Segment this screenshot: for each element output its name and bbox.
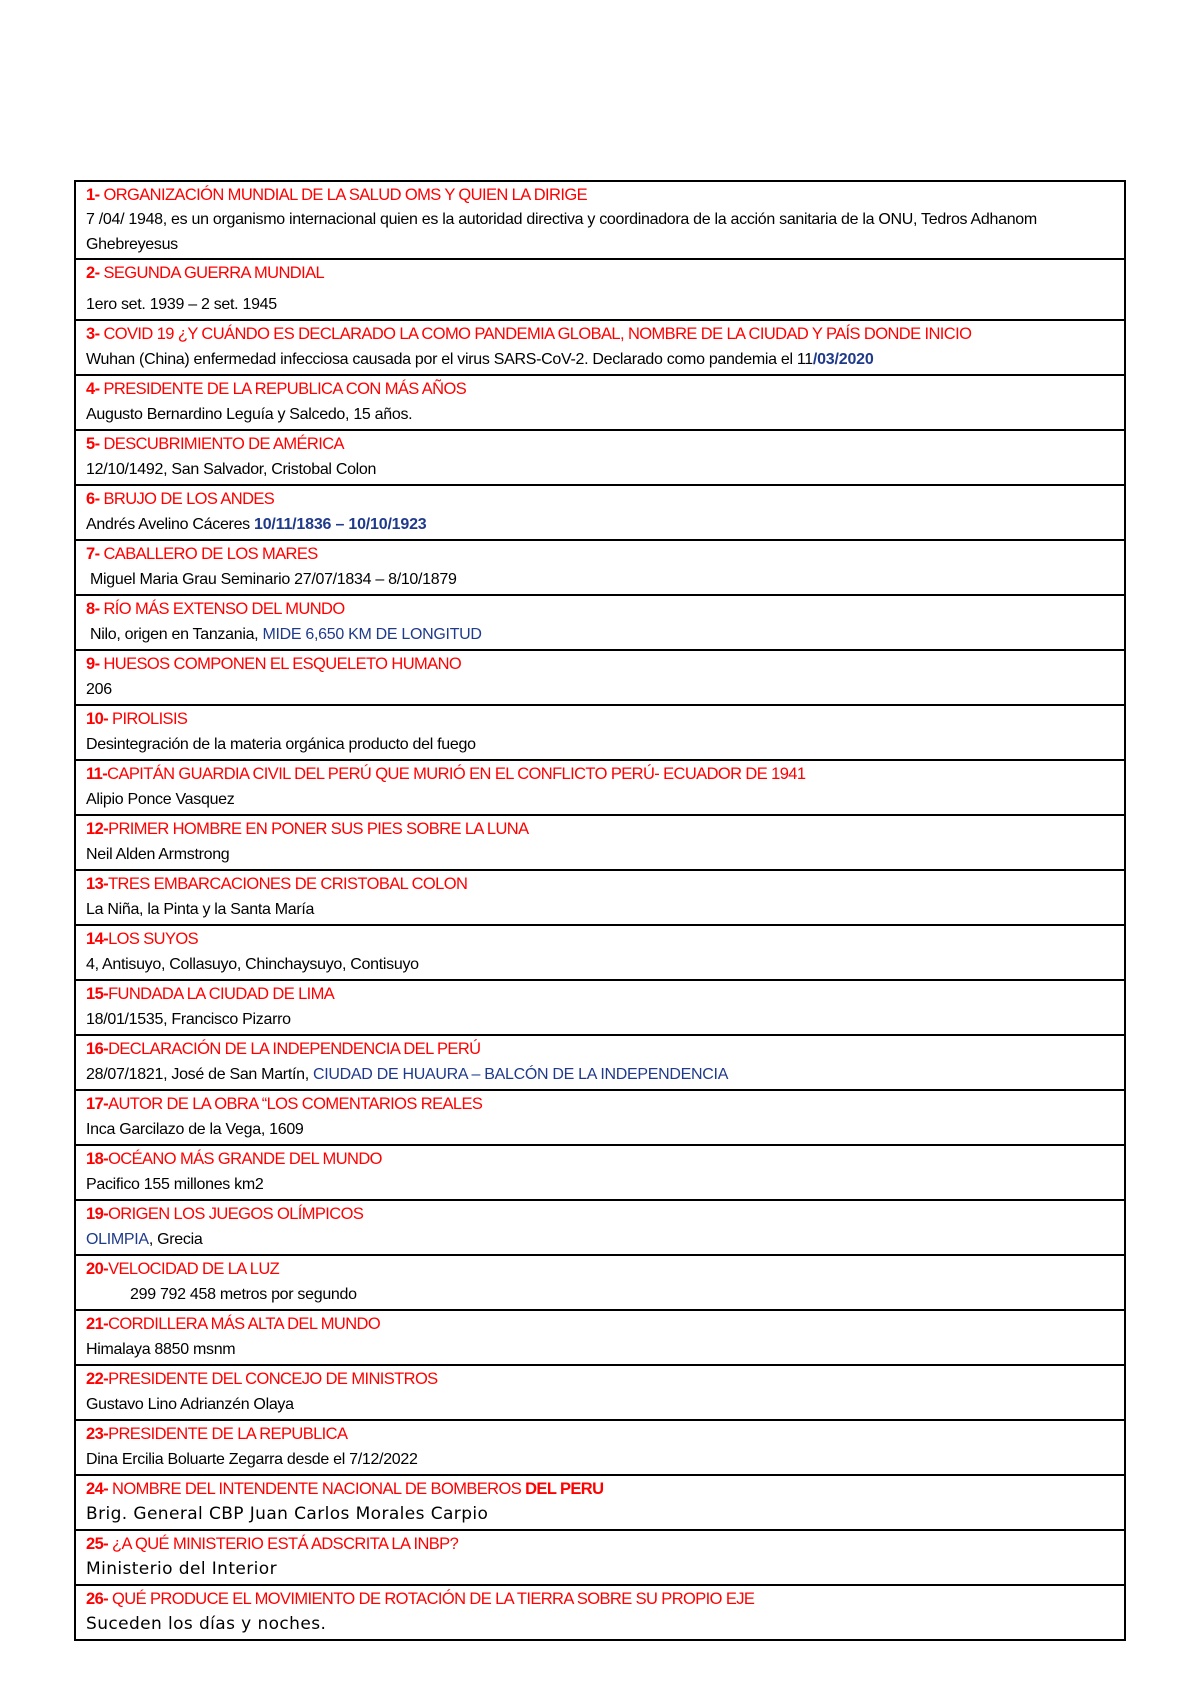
answer <box>86 1336 1114 1363</box>
qa-row-24 <box>76 1476 1124 1531</box>
answer <box>86 1061 1114 1088</box>
question <box>86 982 1114 1006</box>
qa-row-5 <box>76 431 1124 486</box>
qa-row-17 <box>76 1091 1124 1146</box>
answer-text: Himalaya 8850 msnm <box>86 1341 236 1358</box>
question-number: 22- <box>86 1370 109 1388</box>
question-text: DESCUBRIMIENTO DE AMÉRICA <box>99 435 344 453</box>
qa-row-22 <box>76 1366 1124 1421</box>
answer-text: 12/10/1492, San Salvador, Cristobal Colon <box>86 461 377 478</box>
question-number: 2- <box>86 264 100 282</box>
qa-row-10 <box>76 706 1124 761</box>
answer <box>86 346 1114 373</box>
question-number: 15- <box>86 985 109 1003</box>
question-number: 10- <box>86 710 109 728</box>
answer <box>86 951 1114 978</box>
answer <box>86 1171 1114 1198</box>
answer-text: 1ero set. 1939 – 2 set. 1945 <box>86 296 277 313</box>
answer-text: 4, Antisuyo, Collasuyo, Chinchaysuyo, Contisuyo <box>86 956 419 973</box>
question-number: 12- <box>86 820 109 838</box>
question <box>86 1587 1114 1611</box>
question-number: 18- <box>86 1150 109 1168</box>
question-text: PRESIDENTE DE LA REPUBLICA <box>108 1425 348 1443</box>
question <box>86 377 1114 401</box>
answer <box>86 621 1114 648</box>
answer-text: Desintegración de la materia orgánica producto del fuego <box>86 736 476 753</box>
question-text: LOS SUYOS <box>108 930 199 948</box>
qa-row-7 <box>76 541 1124 596</box>
question-text: PIROLISIS <box>108 710 188 728</box>
question-text: SEGUNDA GUERRA MUNDIAL <box>99 264 325 282</box>
question-text: TRES EMBARCACIONES DE CRISTOBAL COLON <box>108 875 468 893</box>
qa-row-11 <box>76 761 1124 816</box>
qa-row-12 <box>76 816 1124 871</box>
question <box>86 1477 1114 1501</box>
question-text: PRIMER HOMBRE EN PONER SUS PIES SOBRE LA LUNA <box>108 820 529 838</box>
question <box>86 1257 1114 1281</box>
answer <box>86 1446 1114 1473</box>
answer <box>86 1556 1114 1583</box>
answer <box>86 1501 1114 1528</box>
answer-highlight: MIDE 6,650 KM DE LONGITUD <box>262 626 482 643</box>
answer-text: Gustavo Lino Adrianzén Olaya <box>86 1396 294 1413</box>
qa-row-9 <box>76 651 1124 706</box>
question-number: 7- <box>86 545 100 563</box>
answer-text: 28/07/1821, José de San Martín, <box>86 1066 314 1083</box>
question <box>86 1092 1114 1116</box>
answer-text: Miguel Maria Grau Seminario 27/07/1834 – 8/10/1879 <box>90 571 457 588</box>
question-number: 1- <box>86 186 100 204</box>
question <box>86 183 1114 207</box>
question-text: COVID 19 ¿Y CUÁNDO ES DECLARADO LA COMO PANDEMIA GLOBAL, NOMBRE DE LA CIUDAD Y PAÍS DONDE INICIO <box>99 325 972 343</box>
qa-row-1 <box>76 182 1124 260</box>
question-text: FUNDADA LA CIUDAD DE LIMA <box>108 985 335 1003</box>
question-text: BRUJO DE LOS ANDES <box>99 490 275 508</box>
question-number: 14- <box>86 930 109 948</box>
answer-text: Ministerio del Interior <box>86 1559 277 1579</box>
answer <box>86 731 1114 758</box>
question-text: QUÉ PRODUCE EL MOVIMIENTO DE ROTACIÓN DE LA TIERRA SOBRE SU PROPIO EJE <box>108 1590 755 1608</box>
qa-row-4 <box>76 376 1124 431</box>
question-number: 20- <box>86 1260 109 1278</box>
answer-text: La Niña, la Pinta y la Santa María <box>86 901 315 918</box>
answer <box>86 786 1114 813</box>
qa-row-21 <box>76 1311 1124 1366</box>
question-number: 8- <box>86 600 100 618</box>
question <box>86 927 1114 951</box>
answer <box>86 676 1114 703</box>
qa-row-2 <box>76 260 1124 321</box>
question-text: NOMBRE DEL INTENDENTE NACIONAL DE BOMBEROS <box>108 1480 526 1498</box>
question <box>86 322 1114 346</box>
question-number: 4- <box>86 380 100 398</box>
answer-text: Suceden los días y noches. <box>86 1614 327 1634</box>
qa-row-6 <box>76 486 1124 541</box>
answer-text: Nilo, origen en Tanzania, <box>90 626 263 643</box>
question-number: 26- <box>86 1590 109 1608</box>
question <box>86 261 1114 285</box>
qa-row-13 <box>76 871 1124 926</box>
qa-row-8 <box>76 596 1124 651</box>
question-text: ¿A QUÉ MINISTERIO ESTÁ ADSCRITA LA INBP? <box>108 1535 459 1553</box>
question <box>86 487 1114 511</box>
answer <box>86 841 1114 868</box>
question <box>86 707 1114 731</box>
qa-row-23 <box>76 1421 1124 1476</box>
answer-text: 7 /04/ 1948, es un organismo internacional quien es la autoridad directiva y coordinadora de la acción sanitaria de la ONU, Tedros Adhanom Ghebreyesus <box>86 211 1037 253</box>
question-text: ORGANIZACIÓN MUNDIAL DE LA SALUD OMS Y QUIEN LA DIRIGE <box>99 186 587 204</box>
question-number: 13- <box>86 875 109 893</box>
answer-text: Brig. General CBP Juan Carlos Morales Carpio <box>86 1504 489 1524</box>
answer-text: 299 792 458 metros por segundo <box>130 1286 357 1303</box>
question-number: 6- <box>86 490 100 508</box>
question-text: ORIGEN LOS JUEGOS OLÍMPICOS <box>108 1205 364 1223</box>
question-number: 16- <box>86 1040 109 1058</box>
qa-row-16 <box>76 1036 1124 1091</box>
answer-text: 206 <box>86 681 112 698</box>
question <box>86 1037 1114 1061</box>
question-number: 24- <box>86 1480 109 1498</box>
question <box>86 432 1114 456</box>
qa-row-14 <box>76 926 1124 981</box>
question-text: PRESIDENTE DE LA REPUBLICA CON MÁS AÑOS <box>99 380 467 398</box>
answer-text: Augusto Bernardino Leguía y Salcedo, 15 años. <box>86 406 413 423</box>
question-number: 9- <box>86 655 100 673</box>
question-number: 17- <box>86 1095 109 1113</box>
answer <box>86 1611 1114 1638</box>
answer-highlight: OLIMPIA <box>86 1231 149 1248</box>
qa-row-20 <box>76 1256 1124 1311</box>
question-number: 21- <box>86 1315 109 1333</box>
answer <box>86 291 1114 318</box>
question <box>86 1312 1114 1336</box>
question-text: PRESIDENTE DEL CONCEJO DE MINISTROS <box>108 1370 438 1388</box>
answer-text: Alipio Ponce Vasquez <box>86 791 235 808</box>
answer <box>86 207 1114 257</box>
answer-text: 18/01/1535, Francisco Pizarro <box>86 1011 291 1028</box>
question <box>86 542 1114 566</box>
answer-highlight: /03/2020 <box>812 351 874 368</box>
answer-text: Andrés Avelino Cáceres <box>86 516 255 533</box>
question-text: HUESOS COMPONEN EL ESQUELETO HUMANO <box>99 655 462 673</box>
answer-text: Inca Garcilazo de la Vega, 1609 <box>86 1121 304 1138</box>
question-text: DECLARACIÓN DE LA INDEPENDENCIA DEL PERÚ <box>108 1040 481 1058</box>
qa-table <box>74 180 1126 1641</box>
question-text: VELOCIDAD DE LA LUZ <box>108 1260 280 1278</box>
qa-row-26 <box>76 1586 1124 1639</box>
question-number: 25- <box>86 1535 109 1553</box>
answer <box>86 896 1114 923</box>
answer <box>86 1391 1114 1418</box>
answer <box>86 1281 1114 1308</box>
question-number: 23- <box>86 1425 109 1443</box>
question-number: 3- <box>86 325 100 343</box>
qa-row-18 <box>76 1146 1124 1201</box>
question <box>86 817 1114 841</box>
question <box>86 1532 1114 1556</box>
question-text-bold: DEL PERU <box>525 1480 604 1498</box>
question <box>86 762 1114 786</box>
answer-text: Neil Alden Armstrong <box>86 846 230 863</box>
answer <box>86 401 1114 428</box>
answer-text: Pacifico 155 millones km2 <box>86 1176 264 1193</box>
answer <box>86 511 1114 538</box>
question <box>86 1367 1114 1391</box>
answer-text: Wuhan (China) enfermedad infecciosa causada por el virus SARS-CoV-2. Declarado como pandemia el 11 <box>86 351 813 368</box>
question <box>86 1202 1114 1226</box>
question-text: RÍO MÁS EXTENSO DEL MUNDO <box>99 600 345 618</box>
question <box>86 597 1114 621</box>
question-text: CAPITÁN GUARDIA CIVIL DEL PERÚ QUE MURIÓ EN EL CONFLICTO PERÚ- ECUADOR DE 1941 <box>107 765 806 783</box>
qa-row-3 <box>76 321 1124 376</box>
qa-row-25 <box>76 1531 1124 1586</box>
question-number: 5- <box>86 435 100 453</box>
question-number: 19- <box>86 1205 109 1223</box>
answer <box>86 1116 1114 1143</box>
question-text: CORDILLERA MÁS ALTA DEL MUNDO <box>108 1315 381 1333</box>
question-text: CABALLERO DE LOS MARES <box>99 545 318 563</box>
question-number: 11- <box>86 765 108 783</box>
question-text: AUTOR DE LA OBRA “LOS COMENTARIOS REALES <box>108 1095 483 1113</box>
question-text: OCÉANO MÁS GRANDE DEL MUNDO <box>108 1150 382 1168</box>
question <box>86 872 1114 896</box>
question <box>86 1422 1114 1446</box>
answer-text: , Grecia <box>148 1231 203 1248</box>
answer <box>86 566 1114 593</box>
qa-row-15 <box>76 981 1124 1036</box>
answer-highlight: 10/11/1836 – 10/10/1923 <box>254 516 427 533</box>
qa-row-19 <box>76 1201 1124 1256</box>
answer <box>86 456 1114 483</box>
answer-highlight: CIUDAD DE HUAURA – BALCÓN DE LA INDEPENDENCIA <box>313 1066 729 1083</box>
answer-text: Dina Ercilia Boluarte Zegarra desde el 7/12/2022 <box>86 1451 418 1468</box>
question <box>86 1147 1114 1171</box>
question <box>86 652 1114 676</box>
answer <box>86 1226 1114 1253</box>
answer <box>86 1006 1114 1033</box>
